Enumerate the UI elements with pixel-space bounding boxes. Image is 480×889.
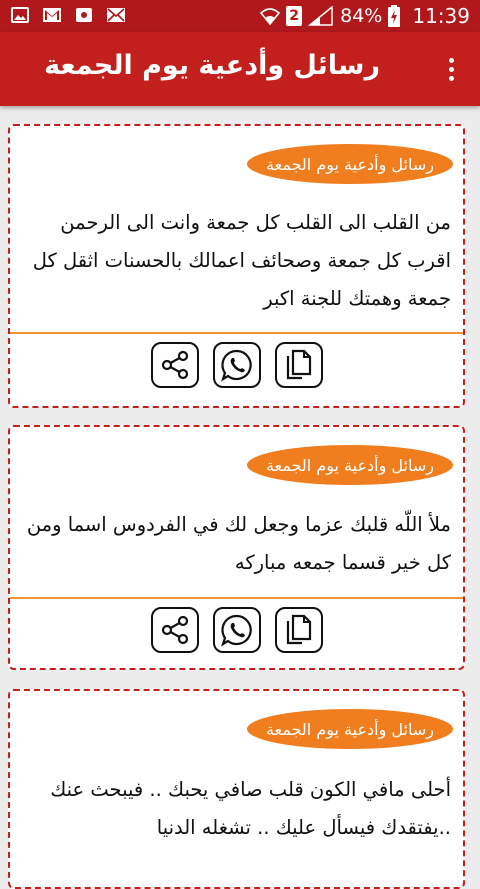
copy-icon xyxy=(282,348,316,382)
message-actions xyxy=(10,607,463,653)
message-card xyxy=(8,124,465,408)
battery-icon xyxy=(388,5,400,27)
copy-icon xyxy=(282,613,316,647)
message-text: من القلب الى القلب كل جمعة وانت الى الرحمن اقرب كل جمعة وصحائف اعمالك بالحسنات اثقل كل جمعة وهمتك للجنة اكبر xyxy=(32,211,451,310)
copy-button[interactable] xyxy=(275,342,323,388)
mail-icon xyxy=(106,6,126,24)
page-title: رسائل وأدعية يوم الجمعة xyxy=(44,50,380,81)
notification-icons xyxy=(10,6,126,24)
share-button[interactable] xyxy=(151,342,199,388)
sim-icon: 2 xyxy=(286,6,302,26)
message-text: أحلى مافي الكون قلب صافي يحبك .. فيبحث عنك ..يفتقدك فيسأل عليك .. تشغله الدنيا xyxy=(50,778,451,839)
screenshot-icon xyxy=(74,6,94,24)
status-bar xyxy=(0,0,480,32)
app-bar xyxy=(0,32,480,106)
overflow-menu-icon[interactable] xyxy=(436,52,466,86)
clock: 11:39 xyxy=(412,4,470,28)
gmail-icon xyxy=(42,6,62,24)
copy-button[interactable] xyxy=(275,607,323,653)
wifi-icon xyxy=(260,7,280,25)
whatsapp-icon xyxy=(220,613,254,647)
message-card xyxy=(8,689,465,889)
message-text: ملأ اللّه قلبك عزما وجعل لك في الفردوس اسما ومن كل خير قسما جمعه مباركه xyxy=(26,513,451,574)
message-card xyxy=(8,425,465,670)
share-icon xyxy=(158,348,192,382)
divider xyxy=(10,332,463,334)
whatsapp-button[interactable] xyxy=(213,342,261,388)
category-badge: رسائل وأدعية يوم الجمعة xyxy=(247,709,453,749)
signal-icon xyxy=(308,6,334,26)
divider xyxy=(10,597,463,599)
message-actions xyxy=(10,342,463,388)
whatsapp-button[interactable] xyxy=(213,607,261,653)
image-icon xyxy=(10,6,30,24)
share-icon xyxy=(158,613,192,647)
whatsapp-icon xyxy=(220,348,254,382)
share-button[interactable] xyxy=(151,607,199,653)
category-badge: رسائل وأدعية يوم الجمعة xyxy=(247,445,453,485)
battery-percent: 84% xyxy=(340,5,383,27)
system-status xyxy=(260,4,470,28)
category-badge: رسائل وأدعية يوم الجمعة xyxy=(247,144,453,184)
